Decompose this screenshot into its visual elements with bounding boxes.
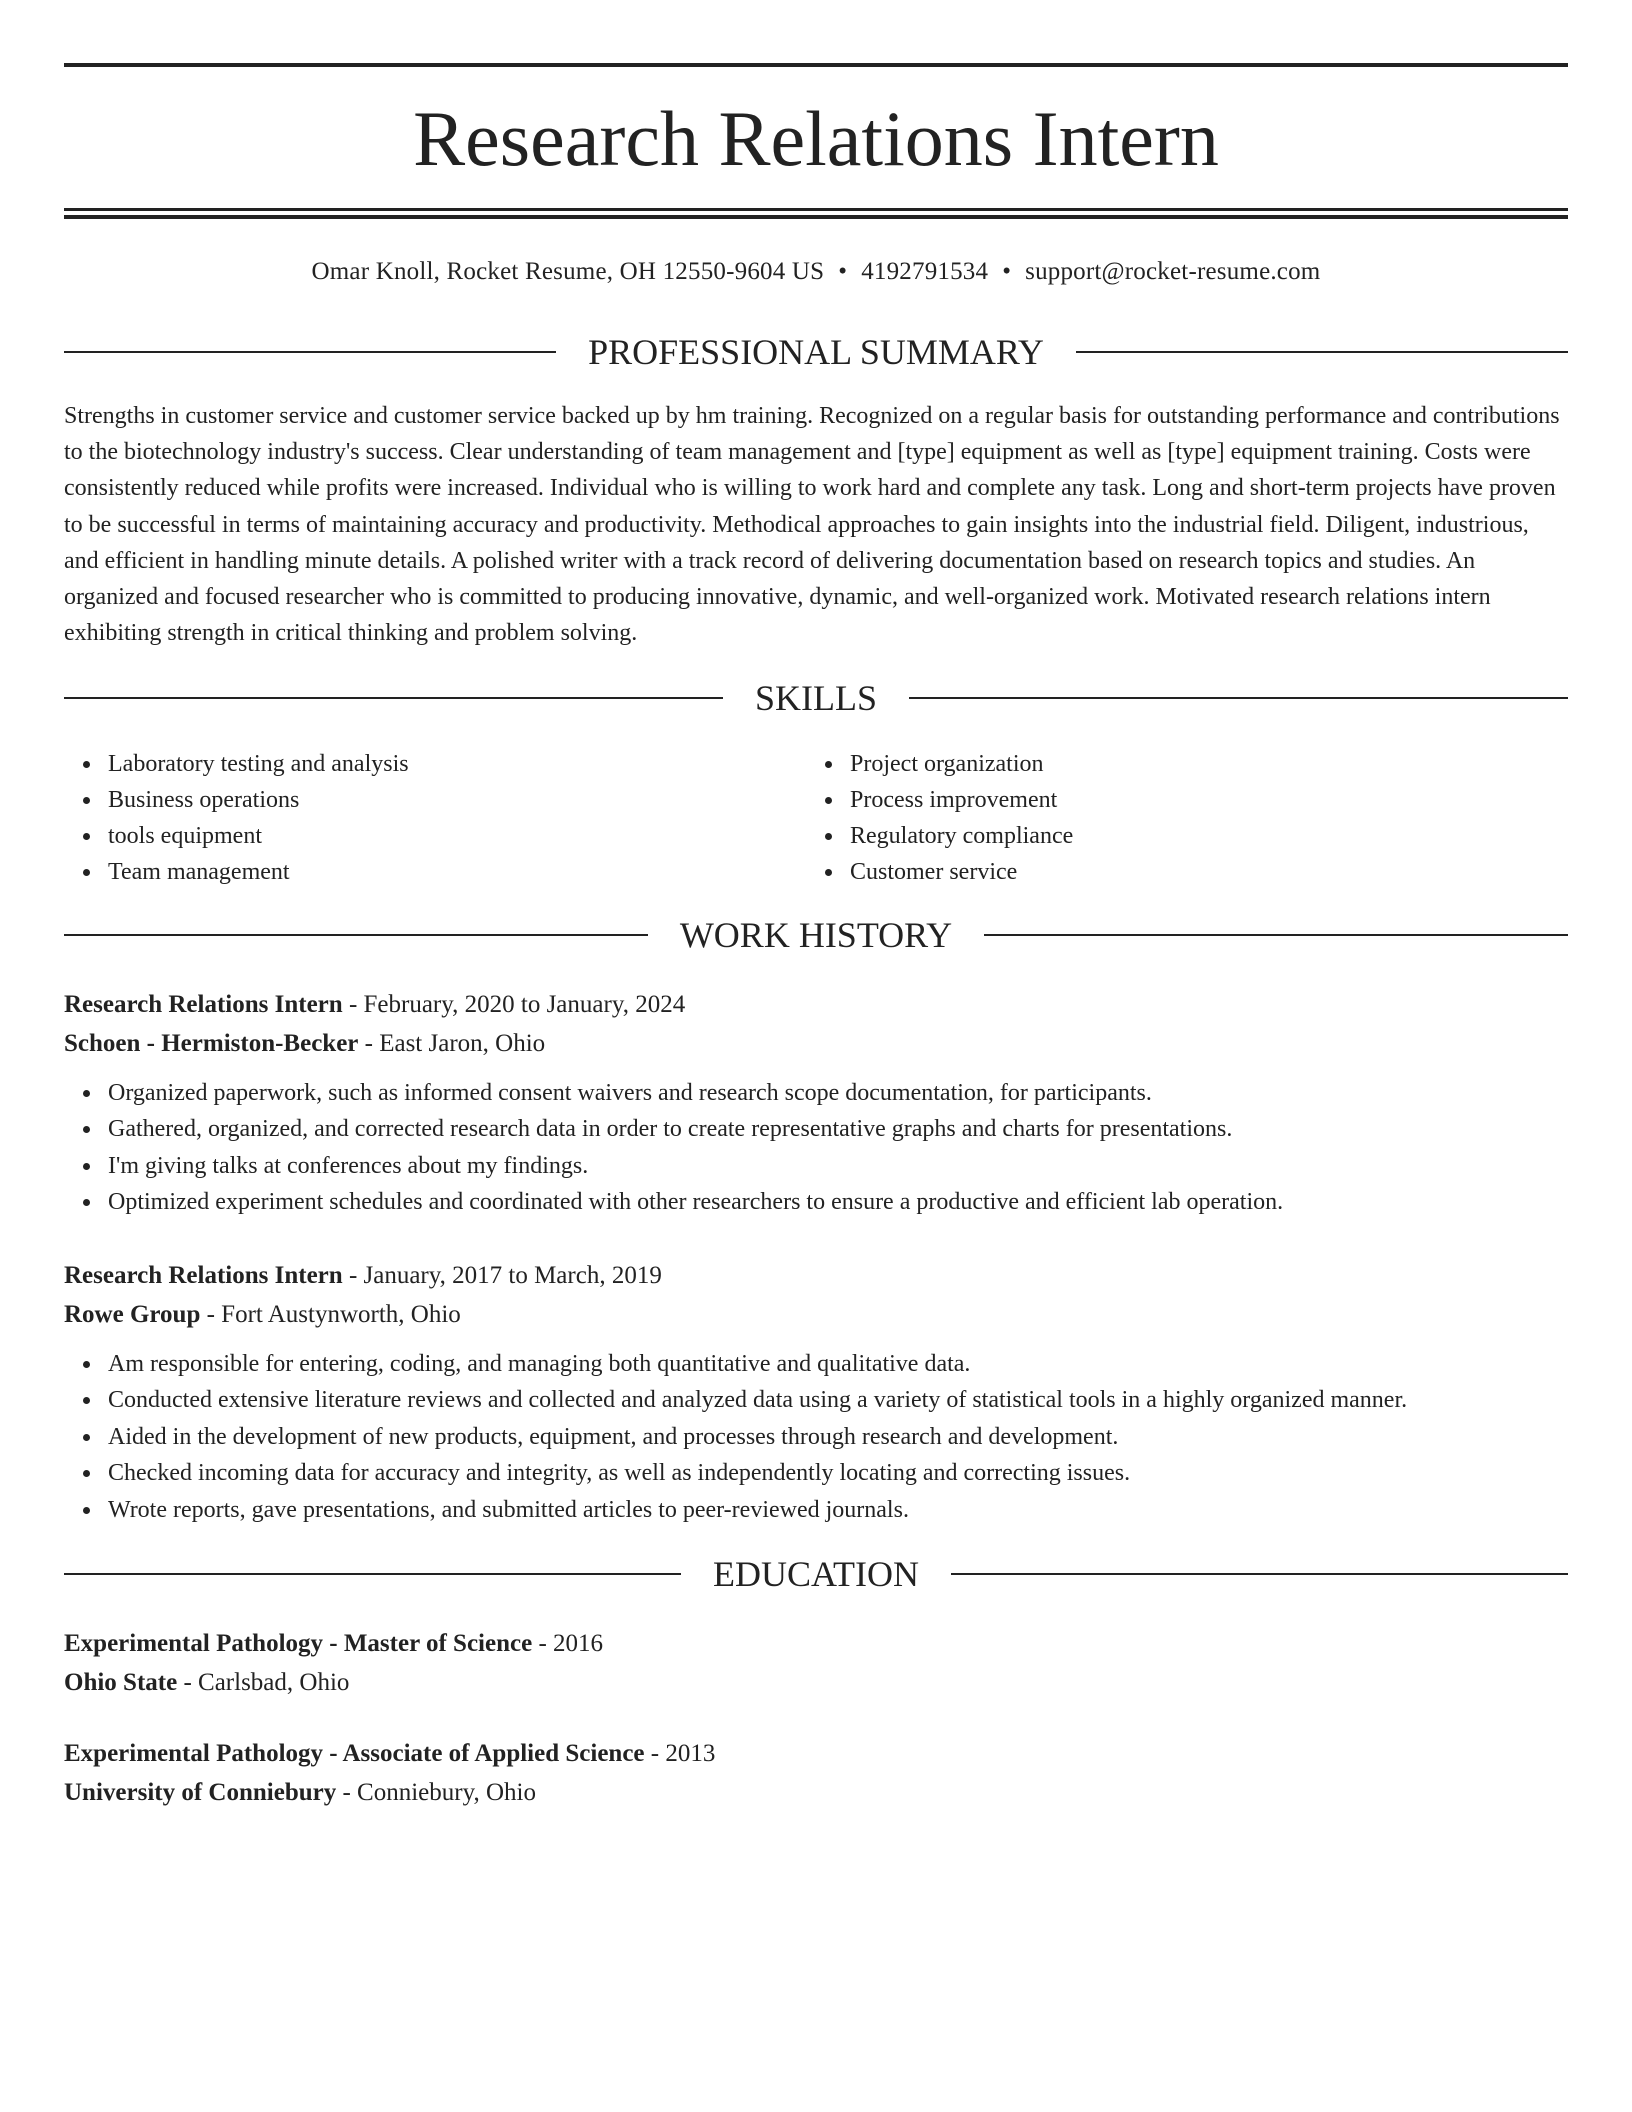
skills-column-left xyxy=(64,746,806,890)
section-rule-left xyxy=(64,1573,681,1575)
job-company-line xyxy=(64,1295,1568,1334)
section-header-education xyxy=(64,1551,1568,1597)
top-rule xyxy=(64,63,1568,67)
education-degree: Experimental Pathology - Master of Science xyxy=(64,1630,533,1657)
job-bullet: Am responsible for entering, coding, and managing both quantitative and qualitative data. xyxy=(108,1346,1568,1382)
education-heading xyxy=(64,1624,1568,1663)
contact-email: support@rocket-resume.com xyxy=(1025,258,1321,285)
skill-item: Business operations xyxy=(108,782,806,818)
education-entry xyxy=(64,1624,1568,1702)
education-school: Ohio State xyxy=(64,1669,178,1696)
job-bullet: Optimized experiment schedules and coordinated with other researchers to ensure a productive and efficient lab operation. xyxy=(108,1184,1568,1220)
skill-item: Process improvement xyxy=(850,782,1073,818)
section-rule-left xyxy=(64,697,723,699)
job-location: - East Jaron, Ohio xyxy=(358,1030,546,1057)
skill-item: tools equipment xyxy=(108,818,806,854)
skill-item: Team management xyxy=(108,854,806,890)
contact-address: Omar Knoll, Rocket Resume, OH 12550-9604 US xyxy=(311,258,825,285)
contact-line xyxy=(64,254,1568,290)
title-double-rule-lower xyxy=(64,215,1568,219)
skills-column-right xyxy=(806,746,1073,890)
section-header-work xyxy=(64,912,1568,958)
work-entry xyxy=(64,1256,1568,1528)
education-school-line xyxy=(64,1773,1568,1812)
job-heading xyxy=(64,985,1568,1024)
skill-item: Project organization xyxy=(850,746,1073,782)
job-company-line xyxy=(64,1024,1568,1063)
job-bullet: Wrote reports, gave presentations, and submitted articles to peer-reviewed journals. xyxy=(108,1492,1568,1528)
section-title-skills: SKILLS xyxy=(755,678,878,718)
job-company: Schoen - Hermiston-Becker xyxy=(64,1030,359,1057)
job-location: - Fort Austynworth, Ohio xyxy=(200,1301,461,1328)
section-title-work: WORK HISTORY xyxy=(679,915,953,955)
section-rule-right xyxy=(984,934,1568,936)
education-school: University of Conniebury xyxy=(64,1779,337,1806)
job-bullet: Organized paperwork, such as informed consent waivers and research scope documentation, for participants. xyxy=(108,1075,1568,1111)
job-bullet: Conducted extensive literature reviews and collected and analyzed data using a variety of statistical tools in a highly organized manner. xyxy=(108,1382,1568,1418)
section-rule-left xyxy=(64,934,648,936)
job-bullet: Gathered, organized, and corrected research data in order to create representative graphs and charts for presentations. xyxy=(108,1111,1568,1147)
section-rule-left xyxy=(64,351,556,353)
education-location: - Carlsbad, Ohio xyxy=(177,1669,350,1696)
title-double-rule-upper xyxy=(64,208,1568,211)
job-role: Research Relations Intern xyxy=(64,991,343,1018)
education-degree: Experimental Pathology - Associate of Applied Science xyxy=(64,1740,645,1767)
skills-list xyxy=(64,746,1568,890)
job-bullet: Aided in the development of new products, equipment, and processes through research and development. xyxy=(108,1419,1568,1455)
skill-item: Regulatory compliance xyxy=(850,818,1073,854)
section-header-skills xyxy=(64,675,1568,721)
contact-separator: • xyxy=(838,258,848,285)
skill-item: Customer service xyxy=(850,854,1073,890)
education-school-line xyxy=(64,1663,1568,1702)
job-bullet: I'm giving talks at conferences about my findings. xyxy=(108,1148,1568,1184)
education-year: - 2016 xyxy=(532,1630,604,1657)
education-year: - 2013 xyxy=(644,1740,716,1767)
job-role: Research Relations Intern xyxy=(64,1262,343,1289)
job-heading xyxy=(64,1256,1568,1295)
section-rule-right xyxy=(909,697,1568,699)
section-rule-right xyxy=(1076,351,1568,353)
contact-phone: 4192791534 xyxy=(861,258,989,285)
education-location: - Conniebury, Ohio xyxy=(336,1779,536,1806)
resume-title: Research Relations Intern xyxy=(413,95,1219,182)
job-bullets xyxy=(64,1346,1568,1528)
education-entry xyxy=(64,1734,1568,1812)
job-company: Rowe Group xyxy=(64,1301,201,1328)
job-dates: - February, 2020 to January, 2024 xyxy=(342,991,686,1018)
contact-separator: • xyxy=(1002,258,1012,285)
job-bullet: Checked incoming data for accuracy and integrity, as well as independently locating and correcting issues. xyxy=(108,1455,1568,1491)
section-rule-right xyxy=(951,1573,1568,1575)
education-heading xyxy=(64,1734,1568,1773)
skill-item: Laboratory testing and analysis xyxy=(108,746,806,782)
section-title-summary: PROFESSIONAL SUMMARY xyxy=(588,332,1044,372)
section-header-summary xyxy=(64,329,1568,375)
section-title-education: EDUCATION xyxy=(713,1554,919,1594)
job-dates: - January, 2017 to March, 2019 xyxy=(342,1262,662,1289)
job-bullets xyxy=(64,1075,1568,1221)
work-entry xyxy=(64,985,1568,1221)
summary-text: Strengths in customer service and customer service backed up by hm training. Recognized on a regular basis for outstanding performance and contributions to the biotechnology industry's success. Clear understanding of team management and [type] equipment as well as [type] equipment training. Costs were consistently reduced while profits were increased. Individual who is willing to work hard and complete any task. Long and short-term projects have proven to be successful in terms of maintaining accuracy and productivity. Methodical approaches to gain insights into the industrial field. Diligent, industrious, and efficient in handling minute details. A polished writer with a track record of delivering documentation based on research topics and studies. An organized and focused researcher who is committed to producing innovative, dynamic, and well-organized work. Motivated research relations intern exhibiting strength in critical thinking and problem solving. xyxy=(64,403,1560,647)
